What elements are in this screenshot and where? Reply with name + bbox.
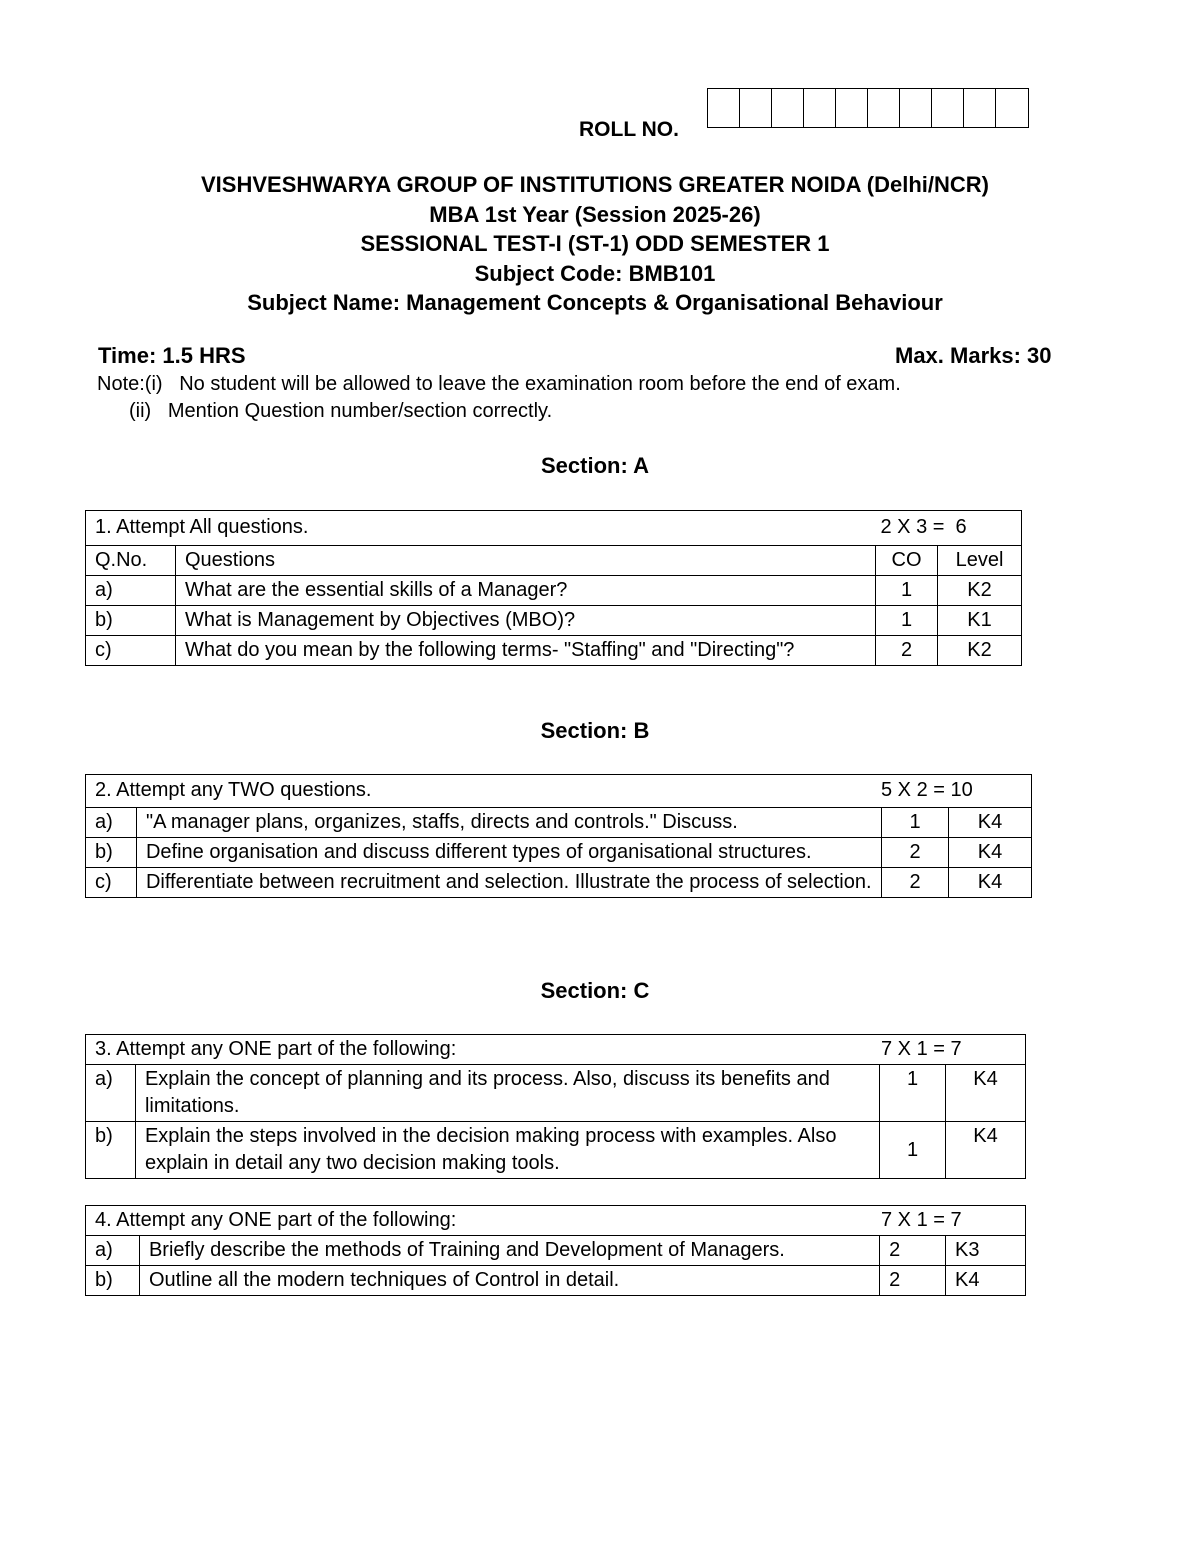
table-row: [86, 636, 1022, 666]
question-text: What is Management by Objectives (MBO)?: [175, 606, 875, 636]
question-number: c): [86, 636, 176, 666]
question-co: 1: [876, 606, 938, 636]
section-b-instruction: 2. Attempt any TWO questions.: [95, 779, 372, 801]
question-co: 2: [880, 1266, 946, 1296]
table-row: [86, 576, 1022, 606]
section-c1-marks: 7 X 1 = 7: [881, 1038, 962, 1060]
roll-no-box[interactable]: [868, 89, 900, 127]
table-row: [86, 1266, 1026, 1296]
question-co: 1: [880, 1122, 946, 1179]
question-co: 2: [876, 636, 938, 666]
question-text: Define organisation and discuss different types of organisational structures.: [136, 838, 881, 868]
question-text: Differentiate between recruitment and selection. Illustrate the process of selection.: [136, 868, 881, 898]
section-c-table-1: [85, 1034, 1026, 1179]
instruction-row: [86, 511, 1022, 546]
program-title: MBA 1st Year (Session 2025-26): [429, 202, 761, 227]
subject-code: Subject Code: BMB101: [474, 261, 716, 286]
section-c2-instruction: 4. Attempt any ONE part of the following:: [95, 1209, 457, 1231]
roll-no-boxes[interactable]: [707, 88, 1029, 128]
instruction-row: [86, 1206, 1026, 1236]
section-b-table: [85, 774, 1032, 898]
question-number: b): [86, 1122, 136, 1179]
question-level: K4: [949, 808, 1032, 838]
section-c-title: Section: C: [540, 978, 650, 1003]
roll-no-label: ROLL NO.: [579, 118, 679, 141]
question-co: 1: [876, 576, 938, 606]
col-co: CO: [876, 546, 938, 576]
question-text: Explain the concept of planning and its process. Also, discuss its benefits and limitations.: [135, 1065, 879, 1122]
roll-no-box[interactable]: [804, 89, 836, 127]
col-questions: Questions: [175, 546, 875, 576]
question-number: b): [86, 606, 176, 636]
max-marks: Max. Marks: 30: [895, 343, 1052, 368]
question-text: Explain the steps involved in the decision making process with examples. Also explain in detail any two decision making tools.: [135, 1122, 879, 1179]
question-level: K4: [946, 1065, 1026, 1122]
question-level: K2: [938, 576, 1022, 606]
question-level: K4: [946, 1266, 1026, 1296]
section-c2-marks: 7 X 1 = 7: [881, 1209, 962, 1231]
roll-no-box[interactable]: [996, 89, 1028, 127]
question-co: 2: [880, 1236, 946, 1266]
question-text: Outline all the modern techniques of Control in detail.: [139, 1266, 879, 1296]
question-number: b): [86, 838, 137, 868]
test-title: SESSIONAL TEST-I (ST-1) ODD SEMESTER 1: [360, 231, 830, 256]
question-number: a): [86, 808, 137, 838]
question-level: K4: [946, 1122, 1026, 1179]
section-a-table: [85, 510, 1022, 666]
roll-no-box[interactable]: [772, 89, 804, 127]
section-a-instruction: 1. Attempt All questions.: [95, 516, 309, 538]
column-header-row: [86, 546, 1022, 576]
question-co: 2: [882, 868, 949, 898]
question-text: "A manager plans, organizes, staffs, directs and controls." Discuss.: [136, 808, 881, 838]
section-a-title: Section: A: [541, 453, 649, 478]
question-co: 1: [882, 808, 949, 838]
question-level: K1: [938, 606, 1022, 636]
table-row: [86, 808, 1032, 838]
table-row: [86, 1236, 1026, 1266]
question-number: c): [86, 868, 137, 898]
question-number: a): [86, 1236, 140, 1266]
question-number: a): [86, 576, 176, 606]
col-qno: Q.No.: [86, 546, 176, 576]
section-c-table-2: [85, 1205, 1026, 1296]
note-1: Note:(i) No student will be allowed to leave the examination room before the end of exam.: [97, 373, 901, 395]
roll-no-box[interactable]: [900, 89, 932, 127]
table-row: [86, 1065, 1026, 1122]
roll-no-box[interactable]: [964, 89, 996, 127]
instruction-row: [86, 1035, 1026, 1065]
exam-time: Time: 1.5 HRS: [98, 343, 246, 368]
roll-no-box[interactable]: [932, 89, 964, 127]
section-b-title: Section: B: [540, 718, 650, 743]
table-row: [86, 1122, 1026, 1179]
table-row: [86, 838, 1032, 868]
question-co: 1: [880, 1065, 946, 1122]
question-co: 2: [882, 838, 949, 868]
question-level: K2: [938, 636, 1022, 666]
institute-name: VISHVESHWARYA GROUP OF INSTITUTIONS GREATER NOIDA (Delhi/NCR): [201, 172, 989, 197]
roll-no-box[interactable]: [836, 89, 868, 127]
question-text: Briefly describe the methods of Training and Development of Managers.: [139, 1236, 879, 1266]
question-text: What are the essential skills of a Manager?: [175, 576, 875, 606]
section-a-marks: 2 X 3 = 6: [880, 516, 967, 538]
question-text: What do you mean by the following terms- "Staffing" and "Directing"?: [175, 636, 875, 666]
note-2: (ii) Mention Question number/section correctly.: [129, 400, 553, 422]
col-level: Level: [938, 546, 1022, 576]
table-row: [86, 606, 1022, 636]
question-number: a): [86, 1065, 136, 1122]
question-level: K4: [949, 868, 1032, 898]
subject-name: Subject Name: Management Concepts & Organisational Behaviour: [247, 290, 943, 315]
question-level: K4: [949, 838, 1032, 868]
table-row: [86, 868, 1032, 898]
section-b-marks: 5 X 2 = 10: [881, 779, 973, 801]
roll-no-box[interactable]: [708, 89, 740, 127]
question-level: K3: [946, 1236, 1026, 1266]
roll-no-box[interactable]: [740, 89, 772, 127]
instruction-row: [86, 775, 1032, 808]
section-c1-instruction: 3. Attempt any ONE part of the following:: [95, 1038, 457, 1060]
question-number: b): [86, 1266, 140, 1296]
